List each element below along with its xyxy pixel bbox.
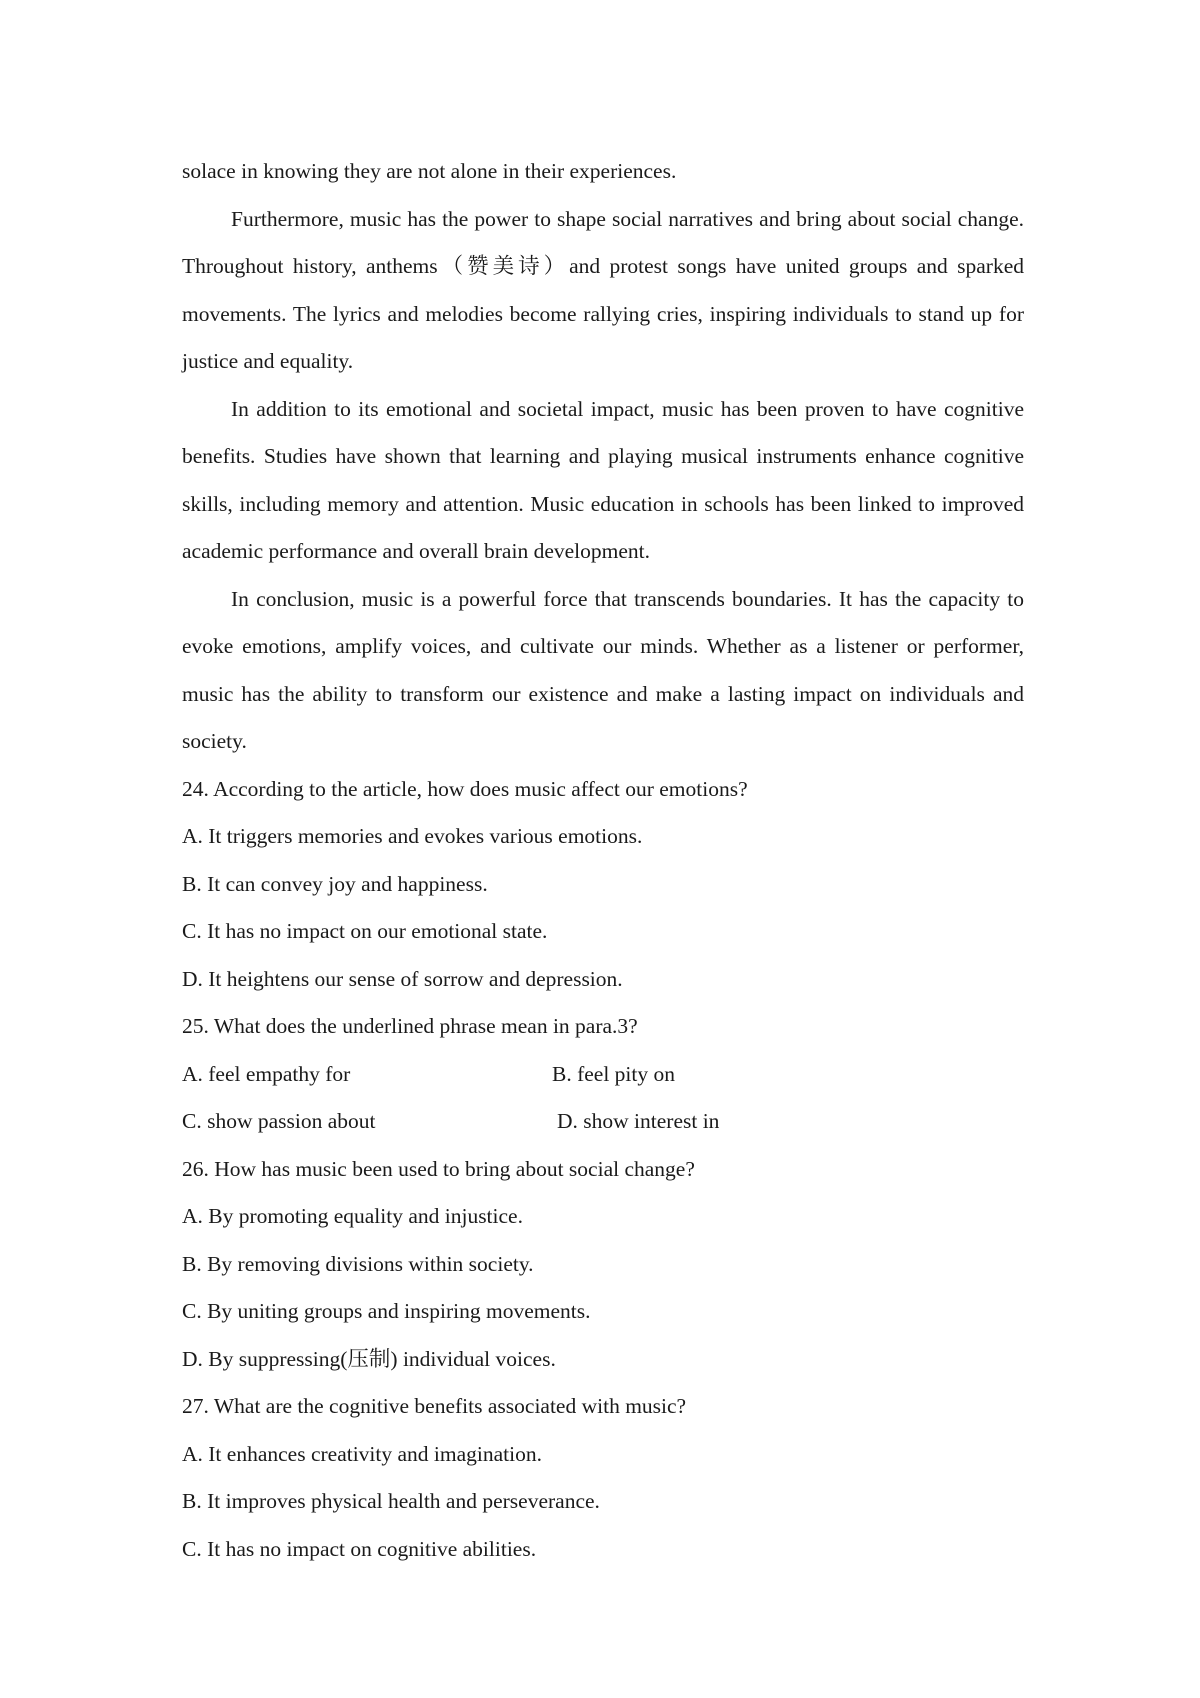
question-stem: 24. According to the article, how does music affect our emotions? xyxy=(182,776,748,801)
passage-paragraph-continuation: solace in knowing they are not alone in their experiences. xyxy=(182,159,677,183)
question-25 xyxy=(182,1003,1024,1146)
question-27 xyxy=(182,1383,1024,1573)
option-c: C. It has no impact on our emotional state. xyxy=(182,919,548,943)
option-d: D. By suppressing(压制) individual voices. xyxy=(182,1346,556,1371)
option-d: D. show interest in xyxy=(557,1109,720,1133)
option-d: D. It heightens our sense of sorrow and depression. xyxy=(182,966,623,991)
option-b: B. It improves physical health and perseverance. xyxy=(182,1489,600,1513)
option-row xyxy=(182,1098,1024,1146)
option-b: B. By removing divisions within society. xyxy=(182,1251,534,1276)
option-c: C. show passion about xyxy=(182,1109,376,1133)
document-page xyxy=(182,148,1024,1573)
passage-paragraph-social-change: Furthermore, music has the power to shape social narratives and bring about social change. Throughout history, anthems（赞美诗）and protest songs have united groups and sparked movements. The lyrics and melodies become rallying cries, inspiring individuals to stand up for justice and equality. xyxy=(182,206,1024,373)
option-c: C. By uniting groups and inspiring movements. xyxy=(182,1299,591,1323)
question-26 xyxy=(182,1146,1024,1384)
question-stem: 25. What does the underlined phrase mean in para.3? xyxy=(182,1014,638,1038)
option-b: B. It can convey joy and happiness. xyxy=(182,871,488,896)
option-a: A. It triggers memories and evokes various emotions. xyxy=(182,824,643,848)
option-a: A. feel empathy for xyxy=(182,1061,351,1086)
option-a: A. It enhances creativity and imagination. xyxy=(182,1441,542,1466)
question-stem: 26. How has music been used to bring about social change? xyxy=(182,1156,695,1181)
option-b: B. feel pity on xyxy=(552,1061,676,1086)
passage-paragraph-conclusion: In conclusion, music is a powerful force that transcends boundaries. It has the capacity to evoke emotions, amplify voices, and cultivate our minds. Whether as a listener or performer, music has the ability to transform our existence and make a lasting impact on individuals and society. xyxy=(182,586,1024,753)
passage-paragraph-cognitive-benefits: In addition to its emotional and societal impact, music has been proven to have cognitive benefits. Studies have shown that learning and playing musical instruments enhance cognitive skills, including memory and attention. Music education in schools has been linked to improved academic performance and overall brain development. xyxy=(182,396,1024,563)
option-c: C. It has no impact on cognitive abilities. xyxy=(182,1536,537,1561)
option-row xyxy=(182,1051,1024,1099)
option-a: A. By promoting equality and injustice. xyxy=(182,1204,523,1228)
question-stem: 27. What are the cognitive benefits associated with music? xyxy=(182,1394,687,1418)
question-24 xyxy=(182,766,1024,1004)
